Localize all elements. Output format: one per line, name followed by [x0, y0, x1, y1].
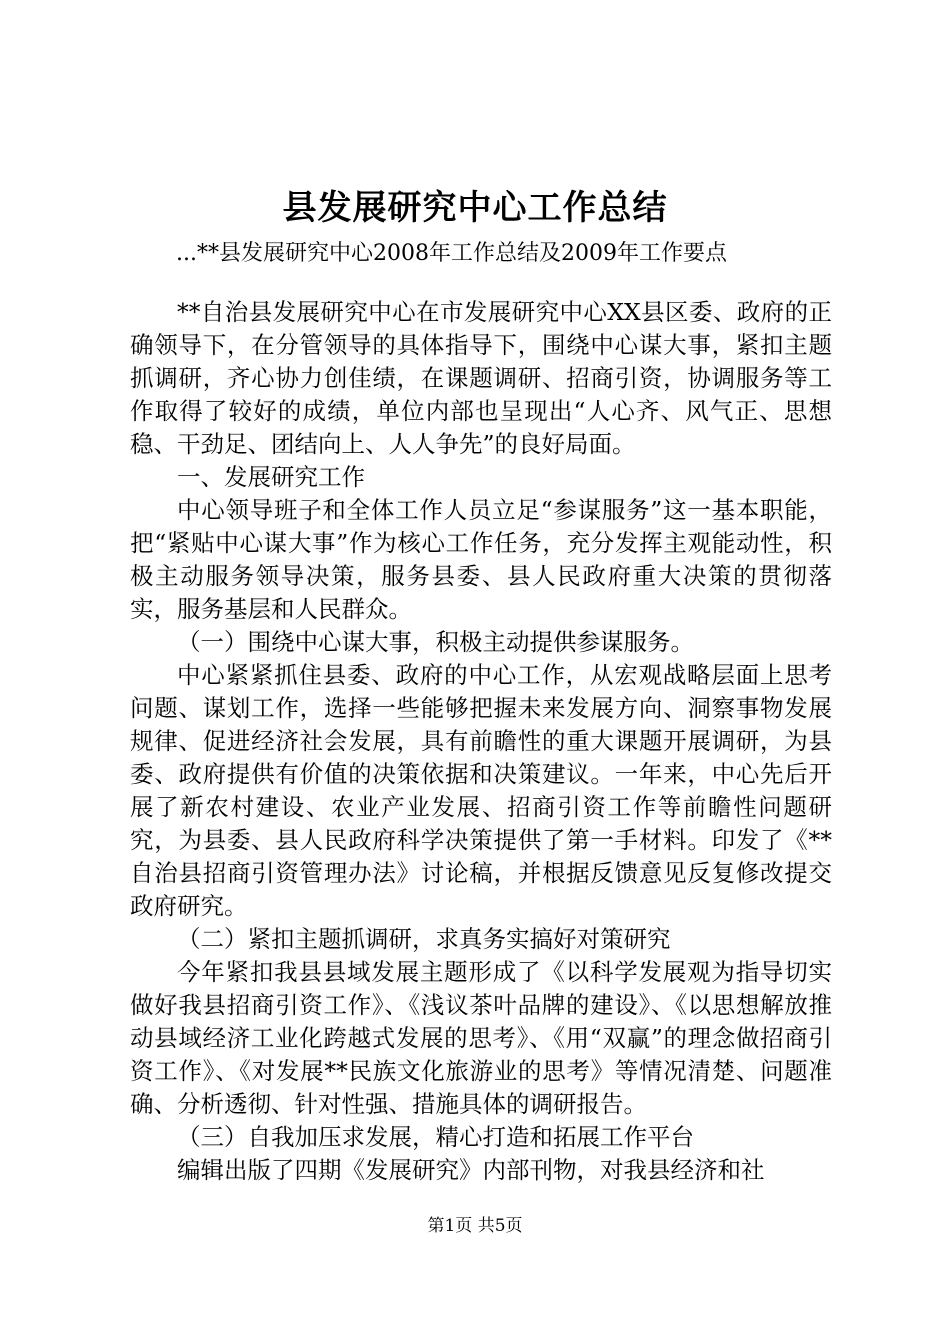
document-subtitle: ...**县发展研究中心2008年工作总结及2009年工作要点: [176, 241, 727, 266]
paragraph-1: 中心领导班子和全体工作人员立足“参谋服务”这一基本职能，把“紧贴中心谋大事”作为核心工作任务，充分发挥主观能动性，积极主动服务领导决策，服务县委、县人民政府重大决策的贯彻落实，服务基层和人民群众。: [130, 496, 832, 623]
document-title: 县发展研究中心工作总结: [282, 188, 668, 228]
paragraph-2: 中心紧紧抓住县委、政府的中心工作，从宏观战略层面上思考问题、谋划工作，选择一些能够把握未来发展方向、洞察事物发展规律、促进经济社会发展，具有前瞻性的重大课题开展调研，为县委、政府提供有价值的决策依据和决策建议。一年来，中心先后开展了新农村建设、农业产业发展、招商引资工作等前瞻性问题研究，为县委、县人民政府科学决策提供了第一手材料。印发了《**自治县招商引资管理办法》讨论稿，并根据反馈意见反复修改提交政府研究。: [130, 661, 832, 920]
subsection-heading-3: （三）自我加压求发展，精心打造和拓展工作平台: [177, 1123, 694, 1151]
page-footer: 第1页 共5页: [427, 1216, 523, 1236]
document-body: [130, 296, 832, 1187]
subsection-heading-1: （一）围绕中心谋大事，积极主动提供参谋服务。: [177, 628, 694, 656]
paragraph-4: 编辑出版了四期《发展研究》内部刊物，对我县经济和社: [177, 1156, 765, 1184]
paragraph-3: 今年紧扣我县县域发展主题形成了《以科学发展观为指导切实做好我县招商引资工作》、《浅议茶叶品牌的建设》、《以思想解放推动县域经济工业化跨越式发展的思考》、《用“双赢”的理念做招商引资工作》、《对发展**民族文化旅游业的思考》等情况清楚、问题准确、分析透彻、针对性强、措施具体的调研报告。: [130, 958, 832, 1118]
paragraph-intro: **自治县发展研究中心在市发展研究中心XX县区委、政府的正确领导下，在分管领导的具体指导下，围绕中心谋大事，紧扣主题抓调研，齐心协力创佳绩，在课题调研、招商引资，协调服务等工作取得了较好的成绩，单位内部也呈现出“人心齐、风气正、思想稳、干劲足、团结向上、人人争先”的良好局面。: [130, 298, 832, 458]
subsection-heading-2: （二）紧扣主题抓调研，求真务实搞好对策研究: [177, 925, 671, 953]
section-heading-1: 一、发展研究工作: [177, 463, 365, 491]
